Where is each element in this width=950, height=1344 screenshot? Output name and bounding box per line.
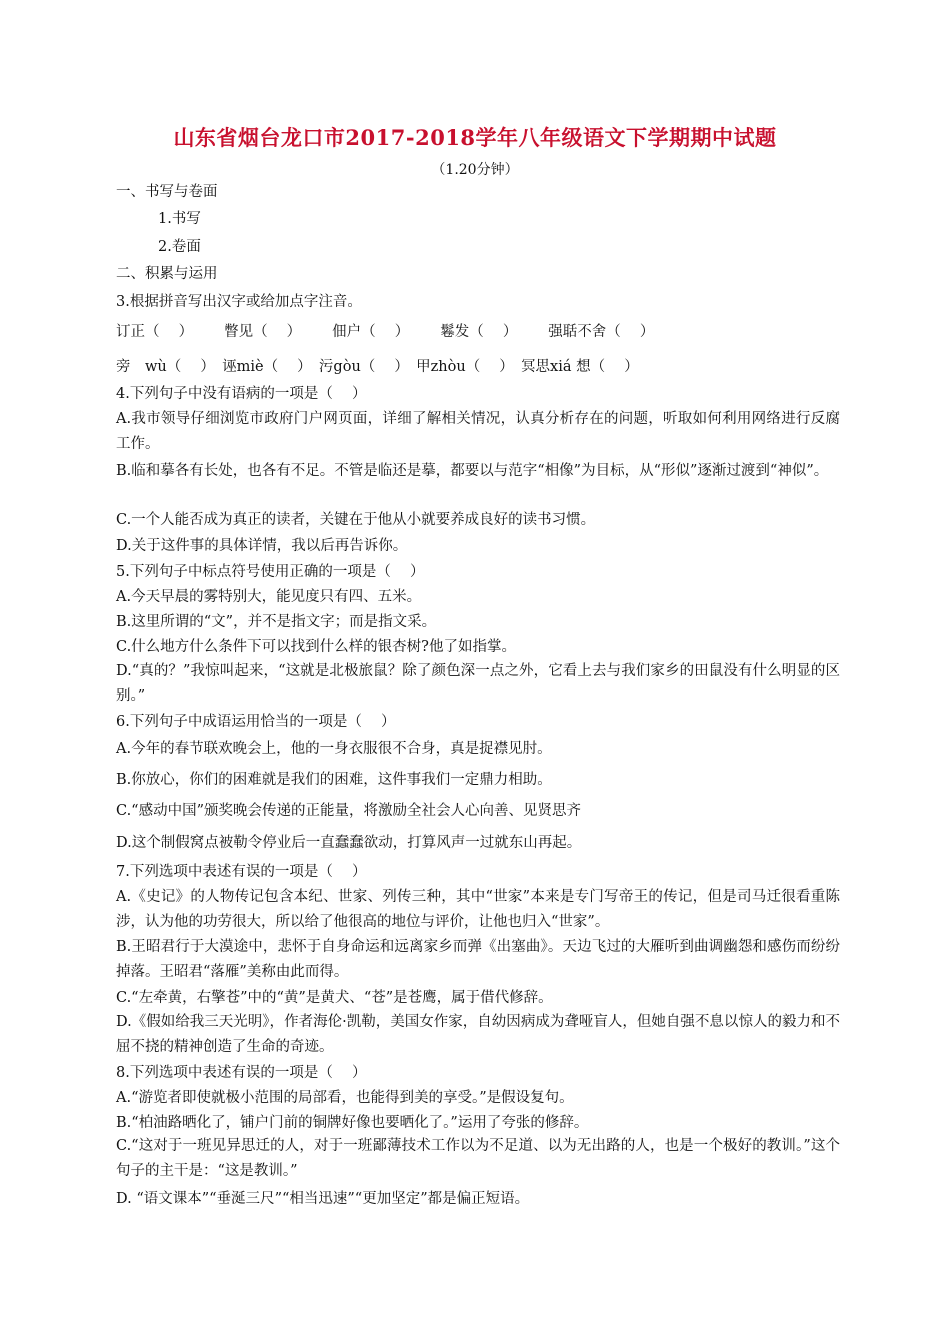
question-3-row-2: 旁 wù（ ） 诬miè（ ） 污gòu（ ） 甲zhòu（ ） 冥思xiá 想（ ） xyxy=(116,359,639,375)
page-title: 山东省烟台龙口市2017-2018学年八年级语文下学期期中试题 xyxy=(173,125,777,150)
section-heading-usage: 二、积累与运用 xyxy=(116,266,218,282)
question-3-stem: 3.根据拼音写出汉字或给加点字注音。 xyxy=(116,294,362,310)
question-6-option-a: A.今年的春节联欢晚会上，他的一身衣服很不合身，真是捉襟见肘。 xyxy=(116,741,552,757)
question-6-option-b: B.你放心，你们的困难就是我们的困难，这件事我们一定鼎力相助。 xyxy=(116,772,552,788)
section-heading-writing: 一、书写与卷面 xyxy=(116,184,218,200)
section-item-layout: 2.卷面 xyxy=(158,239,201,255)
question-4-option-c: C.一个人能否成为真正的读者，关键在于他从小就要养成良好的读书习惯。 xyxy=(116,512,596,528)
question-7-stem: 7.下列选项中表述有误的一项是（ ） xyxy=(116,864,367,880)
question-8-option-d: D. “语文课本”“垂涎三尺”“相当迅速”“更加坚定”都是偏正短语。 xyxy=(116,1191,530,1207)
question-8-option-c: C.“这对于一班见异思迁的人，对于一班鄙薄技术工作以为不足道、以为无出路的人，也是一个极好的教训。”这个句子的主干是：“这是教训。” xyxy=(116,1138,840,1179)
question-8-option-b: B.“柏油路晒化了，铺户门前的铜牌好像也要晒化了。”运用了夸张的修辞。 xyxy=(116,1115,589,1131)
question-3-row-1: 订正（ ） 瞥见（ ） 佃户（ ） 鬈发（ ） 强聒不舍（ ） xyxy=(116,324,655,340)
question-5-option-b: B.这里所谓的“文”，并不是指文字；而是指文采。 xyxy=(116,614,437,630)
question-6-option-d: D.这个制假窝点被勒令停业后一直蠢蠢欲动，打算风声一过就东山再起。 xyxy=(116,835,582,851)
section-item-writing: 1.书写 xyxy=(158,211,201,227)
question-6-stem: 6.下列句子中成语运用恰当的一项是（ ） xyxy=(116,714,396,730)
question-5-option-a: A.今天早晨的雾特别大，能见度只有四、五米。 xyxy=(116,589,422,605)
question-5-option-d: D.“真的？”我惊叫起来，“这就是北极旅鼠？除了颜色深一点之外，它看上去与我们家乡的田鼠没有什么明显的区别。” xyxy=(116,663,840,704)
exam-duration: （1.20分钟） xyxy=(431,162,519,178)
question-7-option-a: A.《史记》的人物传记包含本纪、世家、列传三种，其中“世家”本来是专门写帝王的传记，但是司马迁很看重陈涉，认为他的功劳很大，所以给了他很高的地位与评价，让他也归入“世家”。 xyxy=(116,889,840,930)
question-4-option-a: A.我市领导仔细浏览市政府门户网页面，详细了解相关情况，认真分析存在的问题，听取如何利用网络进行反腐工作。 xyxy=(116,411,840,452)
question-8-option-a: A.“游览者即使就极小范围的局部看，也能得到美的享受。”是假设复句。 xyxy=(116,1090,574,1106)
question-6-option-c: C.“感动中国”颁奖晚会传递的正能量，将激励全社会人心向善、见贤思齐 xyxy=(116,803,582,819)
question-7-option-c: C.“左牵黄，右擎苍”中的“黄”是黄犬、“苍”是苍鹰，属于借代修辞。 xyxy=(116,990,553,1006)
question-8-stem: 8.下列选项中表述有误的一项是（ ） xyxy=(116,1065,367,1081)
question-5-option-c: C.什么地方什么条件下可以找到什么样的银杏树?他了如指掌。 xyxy=(116,639,516,655)
question-7-option-b: B.王昭君行于大漠途中，悲怀于自身命运和远离家乡而弹《出塞曲》。天边飞过的大雁听到曲调幽怨和感伤而纷纷掉落。王昭君“落雁”美称由此而得。 xyxy=(116,939,840,980)
question-4-option-d: D.关于这件事的具体详情，我以后再告诉你。 xyxy=(116,538,408,554)
question-7-option-d: D.《假如给我三天光明》，作者海伦·凯勒，美国女作家，自幼因病成为聋哑盲人，但她自强不息以惊人的毅力和不屈不挠的精神创造了生命的奇迹。 xyxy=(116,1014,840,1055)
question-5-stem: 5.下列句子中标点符号使用正确的一项是（ ） xyxy=(116,564,425,580)
question-4-stem: 4.下列句子中没有语病的一项是（ ） xyxy=(116,386,367,402)
question-4-option-b: B.临和摹各有长处，也各有不足。不管是临还是摹，都要以与范字“相像”为目标，从“形似”逐渐过渡到“神似”。 xyxy=(116,463,829,479)
